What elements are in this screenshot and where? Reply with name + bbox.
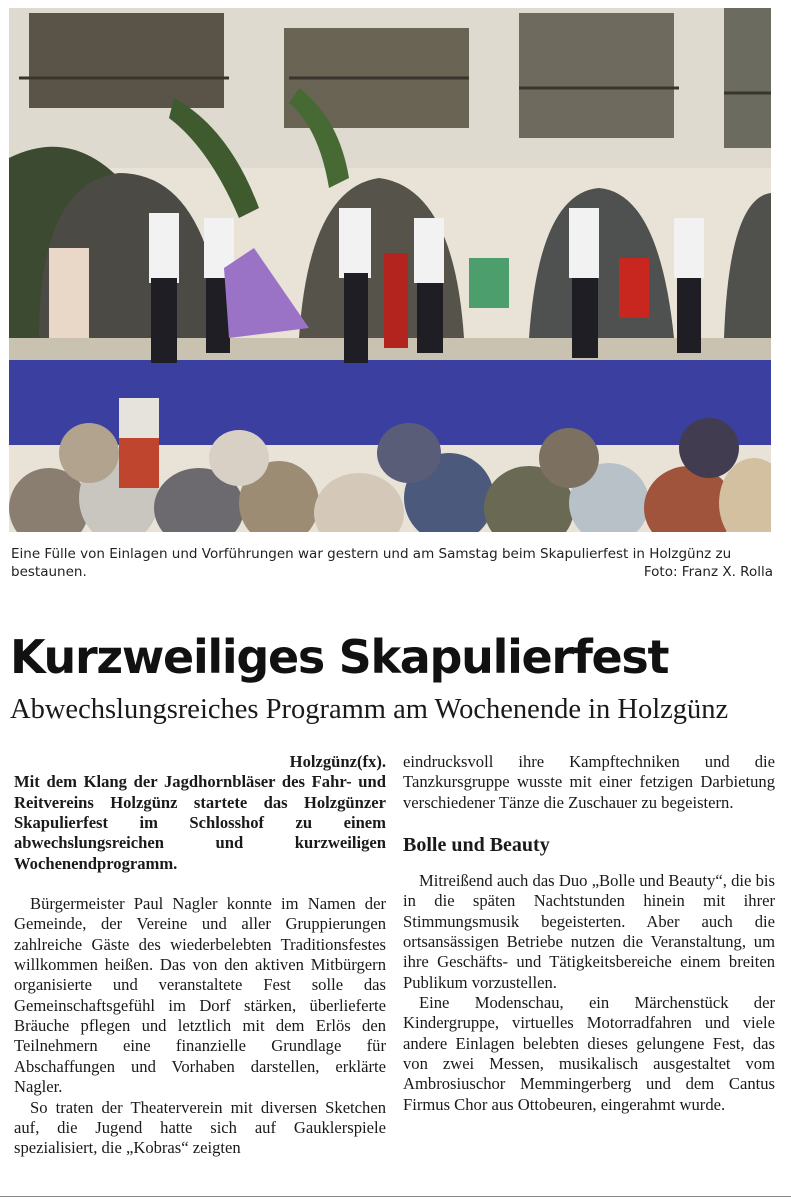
article-column-left [14,752,386,1159]
article-column-right [403,752,775,1115]
lead-paragraph: Mit dem Klang der Jagdhornbläser des Fahr- und Reitvereins Holzgünz startete das Holzgünzer Skapulierfest im Schlosshof zu einem abwechslungsreichen und kurzweiligen Wochenendprogramm. [14,772,386,873]
body-paragraph: So traten der Theaterverein mit diversen Sketchen auf, die Jugend hatte sich auf Gauklerspiele spezialisiert, die „Kobras“ zeigten [14,1097,386,1158]
article-photo [9,8,771,532]
section-subheading: Bolle und Beauty [403,834,550,857]
body-paragraph-continued: eindrucksvoll ihre Kampftechniken und die Tanzkursgruppe wusste mit einer fetzigen Darbietung verschiedener Tänze die Zuschauer zu begeistern. [403,752,775,812]
bottom-rule [0,1196,791,1197]
dateline: Holzgünz(fx). [289,752,386,771]
photo-illustration [9,8,771,532]
article-subheadline: Abwechslungsreiches Programm am Wochenende in Holzgünz [10,694,729,725]
body-paragraph: Bürgermeister Paul Nagler konnte im Namen der Gemeinde, der Vereine und aller Gruppierungen zahlreiche Gäste des wiederbelebten Traditionsfestes willkommen heißen. Das von den aktiven Mitbürgern organisierte und veranstaltete Fest solle das Gemeinschaftsgefühl im Dorf stärken, überlieferte Bräuche pflegen und letztlich mit dem Erlös den Teilnehmern eine finanzielle Grundlage für Abschaffungen und Vorhaben darstellen, erklärte Nagler. [14,894,386,1097]
photo-caption [11,545,773,581]
body-paragraph: Mitreißend auch das Duo „Bolle und Beauty“, die bis in die späten Nachtstunden hinein mit ihrer Stimmungsmusik begeisterten. Aber auch die ortsansässigen Betriebe nutzen die Veranstaltung, um ihre Geschäfts- und Tätigkeitsbereiche einem breiten Publikum vorzustellen. [403,871,775,992]
body-paragraph: Eine Modenschau, ein Märchenstück der Kindergruppe, virtuelles Motorradfahren und viele andere Einlagen belebten dieses gelungene Fest, das von zwei Messen, musikalisch ausgestaltet vom Ambrosiuschor Memmingerberg und dem Cantus Firmus Chor aus Ottobeuren, eingerahmt wurde. [403,993,775,1114]
caption-text: Eine Fülle von Einlagen und Vorführungen war gestern und am Samstag beim Skapulierfest in Holzgünz zu bestaunen. [11,546,732,580]
photo-credit: Foto: Franz X. Rolla [643,564,773,580]
article-headline: Kurzweiliges Skapulierfest [10,630,669,684]
